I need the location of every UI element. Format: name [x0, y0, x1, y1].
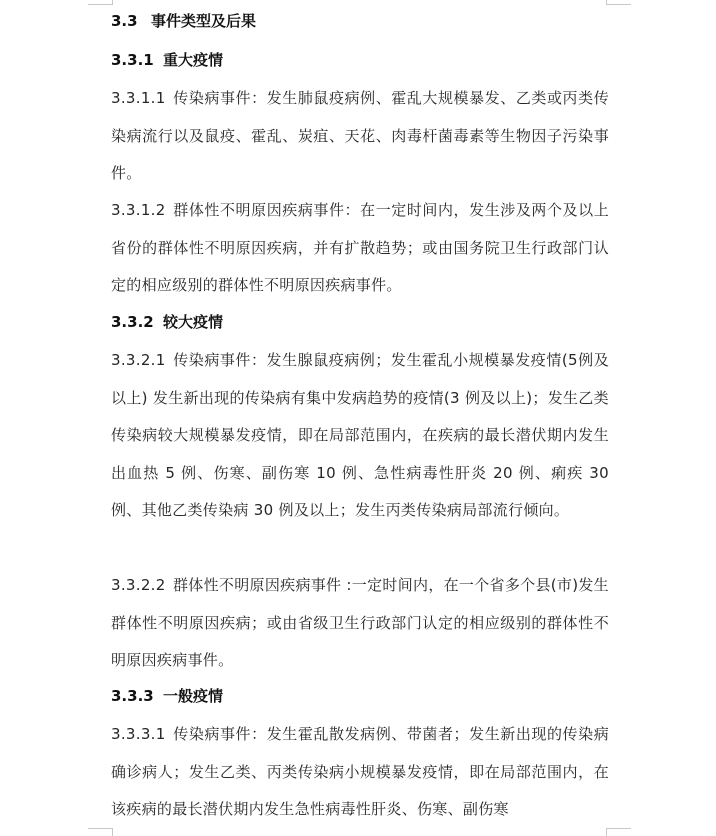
subsection-number: 3.3.2 — [111, 313, 154, 331]
paragraph — [111, 80, 609, 193]
page-corner-mark-top-right — [606, 0, 631, 5]
paragraph-number: 3.3.2.1 — [111, 351, 166, 369]
subsection-heading — [111, 686, 223, 706]
paragraph-number: 3.3.1.1 — [111, 89, 166, 107]
paragraph-text: 传染病事件：发生腺鼠疫病例；发生霍乱小规模暴发疫情(5例及以上) 发生新出现的传染病有集中发病趋势的疫情(3 例及以上)；发生乙类传染病较大规模暴发疫情，即在局部范围内，在疾病的最长潜伏期内发生出血热 5 例、伤寒、副伤寒 10 例、急性病毒性肝炎 20 例、痢疾 30 例、其他乙类传染病 30 例及以上；发生丙类传染病局部流行倾向。 — [111, 351, 609, 519]
subsection-number: 3.3.3 — [111, 687, 154, 705]
paragraph-text: 群体性不明原因疾病事件：在一定时间内，发生涉及两个及以上省份的群体性不明原因疾病，并有扩散趋势；或由国务院卫生行政部门认定的相应级别的群体性不明原因疾病事件。 — [111, 201, 609, 294]
subsection-number: 3.3.1 — [111, 51, 154, 69]
section-title: 事件类型及后果 — [151, 12, 257, 30]
paragraph-number: 3.3.1.2 — [111, 201, 166, 219]
paragraph-text: 群体性不明原因疾病事件 :一定时间内，在一个省多个县(市)发生群体性不明原因疾病；或由省级卫生行政部门认定的相应级别的群体性不明原因疾病事件。 — [111, 576, 609, 669]
subsection-heading — [111, 312, 223, 332]
paragraph-number: 3.3.2.2 — [111, 576, 166, 594]
section-heading — [111, 11, 256, 31]
paragraph-number: 3.3.3.1 — [111, 725, 166, 743]
paragraph — [111, 567, 609, 680]
paragraph — [111, 716, 609, 829]
paragraph-text: 传染病事件：发生肺鼠疫病例、霍乱大规模暴发、乙类或丙类传染病流行以及鼠疫、霍乱、炭疽、天花、肉毒杆菌毒素等生物因子污染事件。 — [111, 89, 609, 182]
paragraph — [111, 342, 609, 530]
subsection-heading — [111, 50, 223, 70]
paragraph — [111, 192, 609, 305]
subsection-title: 较大疫情 — [163, 313, 224, 331]
subsection-title: 重大疫情 — [163, 51, 224, 69]
subsection-title: 一般疫情 — [163, 687, 224, 705]
section-number: 3.3 — [111, 12, 138, 30]
paragraph-text: 传染病事件：发生霍乱散发病例、带菌者；发生新出现的传染病确诊病人；发生乙类、丙类传染病小规模暴发疫情，即在局部范围内，在该疾病的最长潜伏期内发生急性病毒性肝炎、伤寒、副伤寒 — [111, 725, 609, 818]
page-corner-mark-top-left — [88, 0, 113, 5]
